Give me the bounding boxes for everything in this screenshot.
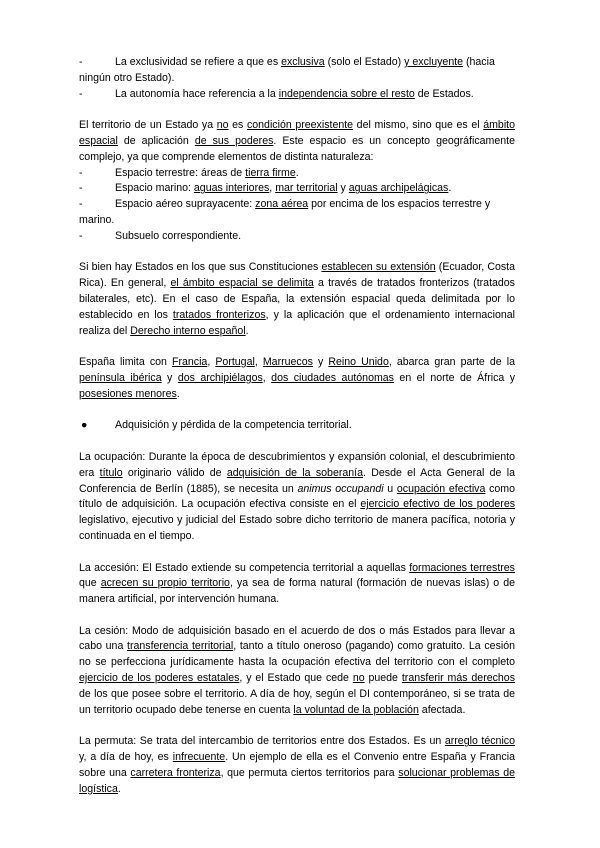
text-run: La accesión: El Estado extiende su competencia territorial a aquellas <box>79 561 410 574</box>
text-run: como título de adquisición. La ocupación efectiva consiste en el <box>79 482 515 511</box>
paragraph-permuta <box>79 734 515 797</box>
text-run: originario válido de <box>122 466 227 479</box>
underlined-term: y excluyente <box>404 56 464 68</box>
underlined-term: adquisición de la soberanía <box>226 466 363 479</box>
text-run: . Un ejemplo de ella es el Convenio entre España y Francia sobre una <box>79 751 515 779</box>
text-run: , <box>254 356 263 369</box>
text-run: , <box>262 371 272 384</box>
underlined-term: ejercicio de los poderes estatales <box>79 672 240 685</box>
list-exclusividad <box>79 55 515 102</box>
list-item-text <box>79 56 495 84</box>
text-run: . <box>245 324 249 337</box>
text-run: , que permuta ciertos territorios para <box>220 766 399 779</box>
text-run: , ya sea de forma natural (formación de nuevas islas) o de manera artificial, por intervención humana. <box>79 577 515 606</box>
underlined-term: dos archipiélagos <box>177 371 263 384</box>
list-item: - Subsuelo correspondiente. <box>79 229 242 242</box>
text-run: La autonomía hace referencia a la <box>115 87 279 100</box>
underlined-term: tratados fronterizos <box>172 308 266 321</box>
underlined-term: el ámbito espacial se delimita <box>170 277 314 290</box>
paragraph-cesion <box>79 624 515 719</box>
text-run: en el norte de África y <box>393 371 516 384</box>
underlined-term: formaciones terrestres <box>409 561 515 574</box>
text-run: y <box>312 356 329 369</box>
text-run: del mismo, sino que es el <box>353 119 484 132</box>
list-espacios <box>79 166 515 245</box>
text-run: . <box>295 166 299 179</box>
italic-term: animus occupandi <box>297 482 384 495</box>
text-run: . <box>176 387 180 400</box>
list-item: - La exclusividad se refiere a que es exclusiva (solo el Estado) y excluyente (hacia ningún otro Estado). <box>79 56 495 84</box>
text-run: que <box>79 577 101 590</box>
underlined-term: la voluntad de la población <box>293 703 419 716</box>
underlined-term: mar territorial <box>275 182 338 195</box>
underlined-term: independencia sobre el resto <box>278 87 415 100</box>
underlined-term: ámbito espacial <box>79 119 516 147</box>
underlined-term: solucionar problemas de logística <box>79 766 516 795</box>
text-run: La exclusividad se refiere a que es <box>115 56 282 68</box>
text-run: a través de tratados fronterizos (tratados bilaterales, etc). En el caso de España, la extensión espacial queda delimitada por lo establecido en los <box>79 277 515 321</box>
text-run: La cesión: Modo de adquisición basado en el acuerdo de dos o más Estados para llevar a cabo una <box>79 624 515 653</box>
text-run: España limita con <box>79 356 172 369</box>
text-run: legislativo, ejecutivo y judicial del Estado sobre dicho territorio de manera pacífica, notoria y continuada en el tiempo. <box>79 514 515 542</box>
underlined-term: ejercicio efectivo de los poderes <box>360 498 516 511</box>
underlined-term: Reino Unido <box>328 356 389 369</box>
underlined-term: zona aérea <box>255 198 309 211</box>
text-run: El territorio de un Estado ya <box>79 119 217 132</box>
underlined-term: de sus poderes <box>194 134 274 147</box>
text-run: Subsuelo correspondiente. <box>115 229 242 242</box>
underlined-term: carretera fronteriza <box>130 766 221 779</box>
underlined-term: transferencia territorial <box>127 640 234 653</box>
list-item: - Espacio terrestre: áreas de tierra firme. <box>79 166 299 179</box>
text-run: . <box>117 782 121 795</box>
bullet-icon: ● <box>81 419 88 432</box>
list-item: - Espacio aéreo suprayacente: zona aérea por encima de los espacios terrestre y marino. <box>79 198 491 226</box>
text-run: , abarca gran parte de la <box>388 356 515 369</box>
underlined-term: establecen su extensión <box>321 261 436 274</box>
underlined-term: dos ciudades autónomas <box>271 371 394 384</box>
document-page <box>79 55 515 797</box>
text-run: La permuta: Se trata del intercambio de territorios entre dos Estados. Es un <box>79 735 445 748</box>
text-run: Espacio marino: <box>115 182 194 195</box>
underlined-term: aguas archipelágicas <box>348 182 449 195</box>
text-run: y <box>337 182 349 195</box>
text-run: (Ecuador, Costa Rica). En general, <box>79 261 515 290</box>
text-run: por encima de los espacios terrestre y marino. <box>79 198 491 226</box>
text-run: . Desde el Acta General de la Conferencia de Berlín (1885), se necesita un <box>79 466 515 495</box>
underlined-term: ocupación efectiva <box>396 482 486 495</box>
underlined-term: Marruecos <box>262 356 313 369</box>
list-item-text <box>115 88 474 100</box>
text-run: Espacio aéreo suprayacente: <box>115 198 256 211</box>
underlined-term: tierra firme <box>245 166 296 179</box>
underlined-term: infrecuente <box>172 751 226 764</box>
underlined-term: posesiones menores <box>79 387 177 400</box>
underlined-term: exclusiva <box>281 56 325 68</box>
text-run: Si bien hay Estados en los que sus Constituciones <box>79 261 322 274</box>
underlined-term: no <box>352 672 365 685</box>
list-item: - Espacio marino: aguas interiores, mar territorial y aguas archipelágicas. <box>79 182 452 195</box>
underlined-term: transferir más derechos <box>401 672 515 685</box>
text-run: La ocupación: Durante la época de descubrimientos y expansión colonial, el descubrimiento era <box>79 450 515 479</box>
underlined-term: aguas interiores <box>193 182 270 195</box>
text-run: . <box>448 182 452 195</box>
underlined-term: acrecen su propio territorio <box>100 577 230 590</box>
text-run: Espacio terrestre: áreas de <box>115 166 246 179</box>
text-run: es <box>228 119 247 132</box>
text-run: puede <box>364 672 402 685</box>
text-run: , <box>269 182 276 195</box>
underlined-term: título <box>99 466 123 479</box>
underlined-term: condición preexistente <box>246 119 354 132</box>
text-run: (hacia ningún otro Estado). <box>79 56 495 84</box>
paragraph-accesion <box>79 561 515 608</box>
paragraph-territorio <box>79 118 515 165</box>
paragraph-constituciones <box>79 260 515 339</box>
text-run: de aplicación <box>117 134 195 147</box>
underlined-term: no <box>216 119 229 132</box>
paragraph-espana-limita <box>79 355 515 402</box>
section-heading: ● Adquisición y pérdida de la competencia territorial. <box>79 418 515 434</box>
underlined-term: Portugal <box>215 356 255 369</box>
text-run: afectada. <box>418 703 466 716</box>
underlined-term: península ibérica <box>79 371 162 384</box>
text-run: de Estados. <box>414 87 474 100</box>
text-run: . Este espacio es un concepto geográficamente complejo, ya que comprende elementos de distinta naturaleza: <box>79 134 515 163</box>
text-run: (solo el Estado) <box>324 56 405 68</box>
text-run: y <box>161 371 178 384</box>
text-run: , y la aplicación que el ordenamiento internacional realiza del <box>79 308 515 337</box>
underlined-term: Francia <box>172 356 208 369</box>
underlined-term: arreglo técnico <box>444 735 515 748</box>
text-run: de los que posee sobre el territorio. A día de hoy, según el DI contemporáneo, si se trata de un territorio ocupado debe tenerse en cuenta <box>79 687 515 716</box>
list-item: - La autonomía hace referencia a la independencia sobre el resto de Estados. <box>79 87 474 100</box>
paragraph-ocupacion <box>79 450 515 545</box>
text-run: y, a día de hoy, es <box>79 751 173 764</box>
text-run: , tanto a título oneroso (pagando) como gratuito. La cesión no se perfecciona jurídicamente hasta la ocupación efectiva del territorio con el completo <box>79 640 516 669</box>
text-run: , <box>207 356 216 369</box>
text-run: u <box>383 482 397 495</box>
text-run: , y el Estado que cede <box>239 672 353 685</box>
underlined-term: Derecho interno español <box>130 324 246 337</box>
